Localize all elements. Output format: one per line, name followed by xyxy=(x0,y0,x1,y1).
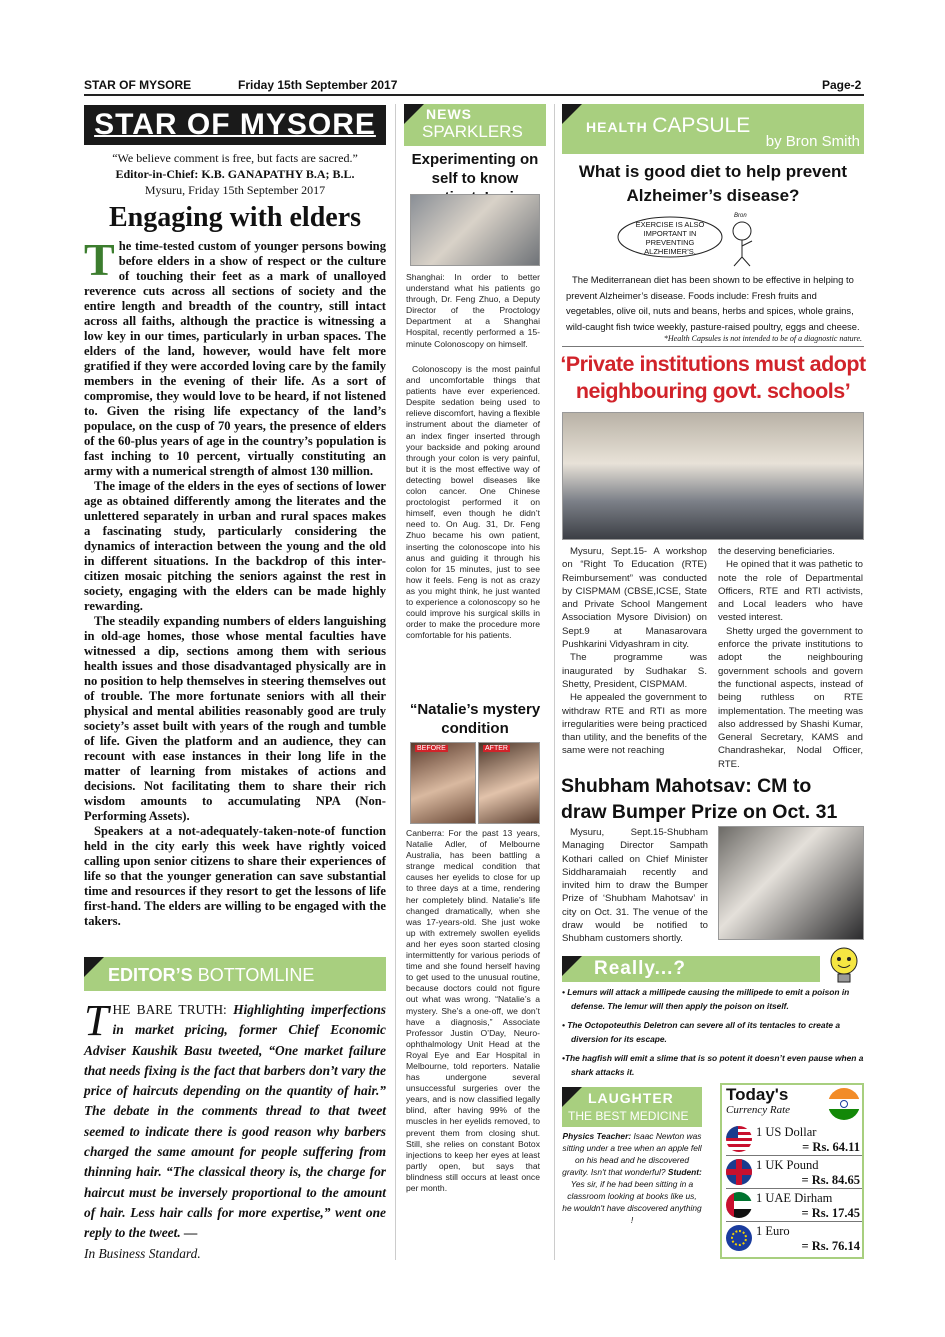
lightbulb-icon xyxy=(824,944,864,988)
rte-workshop-photo xyxy=(562,412,864,540)
really-item: • The Octopoteuthis Deletron can severe all of its tentacles to create a diversion for its escape. xyxy=(562,1020,841,1044)
before-tag: BEFORE xyxy=(417,745,446,752)
motto: “We believe comment is free, but facts are sacred.” xyxy=(112,151,358,165)
editorial-drop-cap: T xyxy=(84,234,115,285)
after-tag: AFTER xyxy=(485,745,508,752)
bottomline-lead: HE BARE TRUTH: xyxy=(112,1002,227,1017)
currency-value: = Rs. 64.11 xyxy=(802,1140,860,1154)
currency-value: = Rs. 17.45 xyxy=(801,1206,860,1220)
shubham-headline-line-2: draw Bumper Prize on Oct. 31 xyxy=(561,801,838,823)
student-label: Student: xyxy=(667,1167,702,1177)
masthead: STAR OF MYSORE xyxy=(84,105,386,145)
rte-headline-line-2: neighbouring govt. schools’ xyxy=(575,379,851,403)
cartoon-signature: Bron xyxy=(734,213,747,219)
currency-title: Today's xyxy=(726,1085,789,1104)
rte-column-2 xyxy=(718,545,863,771)
eu-flag-icon xyxy=(726,1225,752,1251)
health-cartoon xyxy=(614,213,760,267)
bottomline-body xyxy=(84,996,386,1264)
really-item: •The hagfish will emit a slime that is so potent it doesn’t even pause when a shark attacks it. xyxy=(562,1053,864,1077)
currency-name: 1 UK Pound xyxy=(756,1158,819,1172)
teacher-label: Physics Teacher: xyxy=(562,1131,632,1141)
story1-paragraph-1: Shanghai: In order to better understand what his patients go through, Dr. Feng Zhuo, a Deputy Director of the Proctology Department at a Shanghai Hospital, recently performed a 15-minute Colonoscopy on himself. xyxy=(406,272,540,349)
editorial-paragraph-1: he time-tested custom of younger persons bowing before elders in a show of respect or the culture of touching their feet as a mark of unalloyed reverence cuts across all sections of society and the entire length and breadth of the country, still intact across all faiths, although the practice is witnessing a low key in our times, particularly in urban spaces. The elders of the land, however, would have felt more gratified if they were accorded loving care by the family members in the evening of their life. As a sort of compromise, they would love to be heard, if not listened to. Given the rising life expectancy of the land’s populace, on the cusp of 70 years, the presence of elders of the 60-plus years of age in the country’s population is fast inching to 10 percent, virtually constituting an army with a numerical strength of almost 130 million. xyxy=(84,239,386,478)
really-list xyxy=(562,986,866,1079)
uae-flag-icon xyxy=(726,1192,752,1218)
rte-paragraph-6: Shetty urged the government to enforce the private institutions to adopt the neighbouring government schools and govern the functional aspects, instead of being ruthless on RTE implementation. The meeting was also addressed by Shashi Kumar, General Secretary, KAMS and Chandrashekar, Nodal Officer, RTE. xyxy=(718,625,863,770)
editor-line: Editor-in-Chief: K.B. GANAPATHY B.A; B.L. xyxy=(115,167,355,181)
story1-paragraph-2: Colonoscopy is the most painful and uncomfortable things that patients have ever experienced. Despite sedation being used to relieve discomfort, having a flexible instrument about the diameter of an index finger inserted through your backside and poking around through your colon is very painful, but it is the most effective way of detecting bowel diseases like colon cancer. One Chinese proctologist performed it on himself, even though he didn’t need to. On Aug. 31, Dr. Feng Zhuo became his own patient, inserting the colonoscope into his anus and guiding it through his colon for 15 minutes, just to see how it feels. Feng is not as crazy as you might think, he just wanted to experience a colonoscopy so he could improve his surgical skills in order to make the procedure more comfortable for his patients. xyxy=(406,364,540,641)
rte-headline-line-1: ‘Private institutions must adopt xyxy=(560,352,866,376)
laughter-joke xyxy=(562,1130,702,1226)
rte-paragraph-5: He opined that it was pathetic to note the role of Departmental Officers, RTE and RTI activists, and Local leaders who have vested interest. xyxy=(718,559,863,624)
currency-name: 1 US Dollar xyxy=(756,1125,817,1139)
colonoscopy-photo xyxy=(410,194,540,266)
column-divider xyxy=(395,104,396,1260)
editorial-dateline: Mysuru, Friday 15th September 2017 xyxy=(144,183,326,197)
currency-name: 1 Euro xyxy=(756,1224,790,1238)
laughter-label-a: LAUGHTER xyxy=(588,1090,674,1106)
bottomline-text: Highlighting imperfections in market pricing, former Chief Economic Adviser Kaushik Basu tweeted, “One market failure that needs fixing is the fact that barbers don’t vary the price of haircuts depending on the quantity of hair.” The debate in the comments thread to that tweet seemed to indicate there is good reason why barbers charged the same amount for people suffering from thinning hair. “The classical theory is, the charge for haircut must be inversely proportional to the amount of hair. Less hair calls for more expertise,” went one reply to the tweet. — xyxy=(84,1002,386,1241)
story2-title: “Natalie’s mystery condition xyxy=(409,701,541,737)
really-item: • Lemurs will attack a millipede causing the millipede to emit a poison in defense. The lemur will then apply the poison on itself. xyxy=(562,987,850,1011)
natalie-before-photo xyxy=(410,742,476,824)
column-divider xyxy=(554,104,555,1260)
health-byline: by Bron Smith xyxy=(765,133,860,150)
shubham-photo xyxy=(718,826,864,940)
student-text: Yes sir, if he had been sitting in a classroom looking at books like us, he wouldn't have discovered anything ! xyxy=(562,1179,702,1225)
page-number: Page-2 xyxy=(822,78,862,92)
currency-name: 1 UAE Dirham xyxy=(756,1191,833,1205)
issue-date: Friday 15th September 2017 xyxy=(238,78,398,92)
rte-paragraph-4: the deserving beneficiaries. xyxy=(718,546,835,557)
news-label-b: SPARKLERS xyxy=(422,122,523,141)
currency-subtitle: Currency Rate xyxy=(726,1104,791,1116)
natalie-after-photo xyxy=(478,742,540,824)
us-flag-icon xyxy=(726,1126,752,1152)
rte-paragraph-3: He appealed the government to withdraw RTE and RTI as more irregularities were being practiced than utility, and the benefits of the same were not reaching xyxy=(562,692,707,757)
currency-row-eur xyxy=(726,1223,862,1255)
editorial-paragraph-4: Speakers at a not-adequately-taken-note-of function held in the city early this week have rightly voiced calling upon senior citizens to share their experiences of life so that the younger generation can save substantial time and resources if they resort to get the lessons of life first-hand. The elders are willing to be engaged with the takers. xyxy=(84,824,386,928)
health-body: The Mediterranean diet has been shown to be effective in helping to prevent Alzheimer’s disease. Foods include: Fresh fruits and vegetables, olive oil, nuts and beans, herbs and spices, whole grains, wild-caught fish twice weekly, pasture-raised poultry, eggs and cheese. xyxy=(566,274,860,332)
currency-value: = Rs. 76.14 xyxy=(801,1239,860,1253)
news-label-a: NEWS xyxy=(426,106,472,122)
laughter-label-b: THE BEST MEDICINE xyxy=(568,1109,689,1123)
currency-value: = Rs. 84.65 xyxy=(801,1173,860,1187)
really-label: Really...? xyxy=(594,958,687,979)
editorial-paragraph-3: The steadily expanding numbers of elders languishing in old-age homes, those whose mental faculties have witnessed a dip, sections among them with serious health issues and those disadvantaged physically are in no position to help themselves in steering themselves out of trouble. The more fortunate seniors with all their physical and mental abilities reasonably good are truly society’s asset built with years of the rough and tumble of life. Given the platform and an audience, they can recount with ease instances in their long life in the matter of learning from mistakes of actions and decisions. Not facilitating them to share their rich wisdom amounts to accumulating NPA (Non-Performing Assets). xyxy=(84,614,386,823)
rte-paragraph-2: The programme was inaugurated by Sudhakar S. Shetty, President, CISPMAM. xyxy=(562,652,707,690)
cartoon-text: EXERCISE IS ALSO IMPORTANT IN PREVENTING ALZHEIMER’S. xyxy=(635,220,705,256)
rte-headline xyxy=(558,351,868,405)
shubham-body: Mysuru, Sept.15-Shubham Managing Director Sampath Kothari called on Chief Minister Siddharamaiah recently and invited him to draw the Bumper Prize of ‘Shubham Mahotsav’ in city on Oct. 31. The venue of the draw would be notified to Shubham customers shortly. xyxy=(562,827,708,945)
currency-row-usd xyxy=(726,1124,862,1156)
header-rule xyxy=(84,94,864,96)
bottomline-source: In Business Standard. xyxy=(84,1245,201,1261)
editorial-paragraph-2: The image of the elders in the eyes of sections of lower age as obtained differently among the literates and the unlettered separately in urban and rural spaces makes a fascinating study, particularly considering the dynamics of interaction between the young and the old in different situations. In the backdrop of this inter-citizen mosaic pitching the seniors against the rest in society, engaging with the elders can be made highly rewarding. xyxy=(84,479,386,613)
news-sparklers-banner xyxy=(404,104,546,146)
paper-name: STAR OF MYSORE xyxy=(84,78,192,92)
really-banner xyxy=(562,956,820,982)
laughter-banner xyxy=(562,1087,702,1127)
bottomline-label-b: BOTTOMLINE xyxy=(197,965,315,985)
uk-flag-icon xyxy=(726,1159,752,1185)
india-flag-icon xyxy=(828,1088,860,1120)
bottomline-drop-cap: T xyxy=(84,996,109,1045)
currency-row-gbp xyxy=(726,1157,862,1189)
story2-paragraph-1: Canberra: For the past 13 years, Natalie Adler, of Melbourne Australia, has been battling a strange medical condition that causes her eyelids to close for up to three days at a time, rendering her completely blind. Natalie’s life changed dramatically, when she was 17-years-old. She just woke up with extremely swollen eyelids and her eyes soon started closing intermittently for various periods of time and she found herself having to get used to the unusual routine, because doctors could not figure out what was wrong. “Natalie’s a mystery. She’s a one-off, we don’t have a diagnosis,” Associate Professor Justin O’Day, Neuro-ophthalmology Unit Head at the Royal Eye and Ear Hospital in Melbourne, told reporters. Natalie has undergone several unsuccessful surgeries over the years, and is now classified legally blind, after having 99% of the muscles in her eyelids removed, to prevent them from closing shut. Still, she relies on constant Botox injections to keep her eyes at least partly open, but says that blindness still occurs at least once per month. xyxy=(406,828,540,1193)
health-label-b: CAPSULE xyxy=(652,114,751,137)
health-rule xyxy=(562,346,864,347)
bottomline-label-a: EDITOR’S xyxy=(108,965,193,985)
health-label-a: HEALTH xyxy=(586,119,648,135)
health-capsule-banner xyxy=(562,104,864,154)
shubham-headline xyxy=(561,773,866,825)
currency-row-aed xyxy=(726,1190,862,1222)
editorial-title: Engaging with elders xyxy=(108,202,362,233)
health-note: *Health Capsules is not intended to be of a diagnostic nature. xyxy=(663,334,862,343)
bottomline-banner xyxy=(84,957,386,991)
rte-paragraph-1: Mysuru, Sept.15- A workshop on “Right To Education (RTE) Reimbursement” was conducted by CISPMAM (CBSE,ICSE, State and Private School Mangement Association Mysore Division) on Sept.9 at Manasarovara Pushkarini Vidyashram in city. xyxy=(562,546,707,651)
shubham-headline-line-1: Shubham Mahotsav: CM to xyxy=(561,775,812,797)
teacher-text: Isaac Newton was sitting under a tree when an apple fell on his head and he discovered gravity. Isn't that wonderful? xyxy=(562,1131,702,1177)
story1-title: Experimenting on self to know xyxy=(411,151,539,187)
editorial-body xyxy=(84,234,386,929)
rte-column-1 xyxy=(562,545,707,758)
health-title: What is good diet to help prevent Alzheimer’s disease? xyxy=(578,162,848,205)
